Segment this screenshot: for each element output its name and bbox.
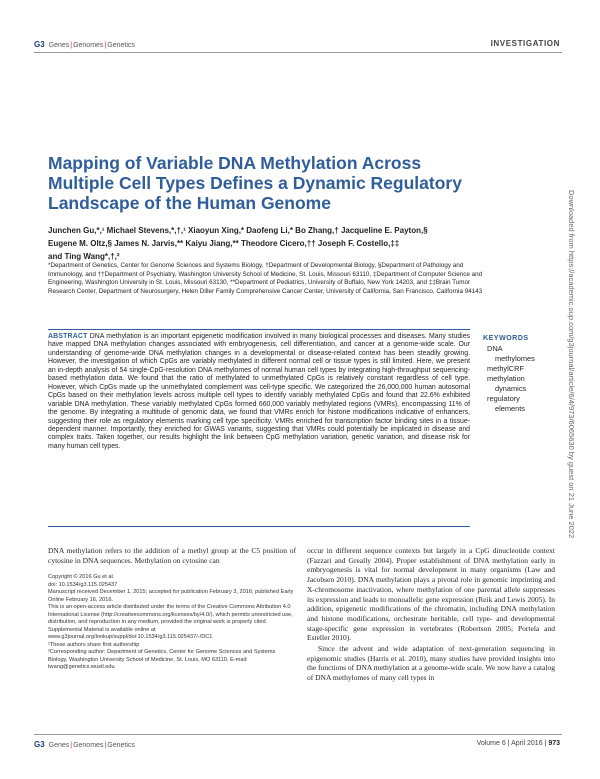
journal-section-genetics: Genetics [107, 42, 135, 49]
body-paragraph: occur in different sequence contexts but largely in a CpG dinucleotide context (Fazzari and Greally 2004). Proper establishment of DNA methylation early in embryogenesis is vital for normal development in many organisms (Law and Jacobsen 2010). DNA methylation plays a pivotal role in genomic imprinting and X-chromosome inactivation, where methylation of one parental allele suppresses its expression and leads to monoallelic gene expression (Reik and Lewis 2005). In addition, epigenetic modifications of the chromatin, including DNA methylation and histone modifications, orchestrate heritable, cell type- and developmental stage-specific gene expression in vertebrates (Robertson 2005; Portela and Esteller 2010). [307, 546, 555, 643]
keyword-item: methylCRF [487, 364, 524, 373]
keywords-box [483, 333, 563, 414]
journal-section-genomes: Genomes [73, 42, 104, 49]
footer-divider [34, 734, 562, 735]
license-note: This is an open-access article distributed under the terms of the Creative Commons Attribution 4.0 International License (http://creativecommons.org/licenses/by/4.0/), which permits unrestricted use, distribution, and reproduction in any medium, provided the original work is properly cited. [48, 604, 293, 625]
section-label: INVESTIGATION [490, 39, 560, 48]
volume-date: Volume 6 | April 2016 | [476, 740, 547, 747]
page-number: 973 [548, 740, 560, 747]
manuscript-dates-note: Manuscript received December 1, 2015; accepted for publication February 3, 2016; published Early Online February 16, 2016. [48, 589, 294, 603]
keyword-item: methylation [487, 374, 525, 383]
corresponding-author-note: ²Corresponding author: Department of Genetics, Center for Genome Sciences and Systems Biology, Washington University School of Medicine, St. Louis, MO 63110. E-mail: twang@genetics.wustl.edu [48, 649, 276, 670]
body-paragraph: Since the advent and wide adaptation of next-generation sequencing in epigenomic studies (Harris et al. 2010), many studies have provided insights into the functions of DNA methylation at a genome-wide scale. We now have a catalog of DNA methylomes of many cell types in [307, 644, 555, 683]
header-divider [34, 52, 562, 53]
keyword-item: methylomes [495, 354, 535, 363]
abstract-top-rule [48, 329, 470, 330]
journal-section-genes: Genes [48, 42, 70, 49]
download-watermark: Downloaded from https://academic.oup.com/g3journal/article/6/4/973/6065630 by guest on 21 June 2022 [567, 190, 576, 539]
supplemental-note: Supplemental Material is available online at www.g3journal.org/lookup/suppl/doi:10.1534/g3.115.025437/-/DC1 [48, 626, 213, 640]
keywords-heading: KEYWORDS [483, 333, 529, 342]
keyword-item: DNA [487, 344, 503, 353]
abstract-heading: ABSTRACT [48, 333, 88, 340]
abstract-text: DNA methylation is an important epigenetic modification involved in many biological processes and diseases. Many studies have mapped DNA methylation changes associated with embryogenesis, cell differentiation, and cancer at a genome-wide scale. Our understanding of genome-wide DNA methylation changes in a developmental or disease-related context has been steadily growing. However, the investigation of which CpGs are variably methylated in different normal cell or tissue types is still limited. Here, we present an in-depth analysis of 54 single-CpG-resolution DNA methylomes of normal human cell types by integrating high-throughput sequencing-based methylation data. We found that the ratio of methylated to unmethylated CpGs is relatively constant regardless of cell type. However, which CpGs made up the unmethylated complement was cell-type specific. We categorized the 26,000,000 human autosomal CpGs based on their methylation levels across multiple cell types to identify variably methylated CpGs and found that 22.6% exhibited variable DNA methylation. These variably methylated CpGs formed 660,000 variably methylated regions (VMRs), encompassing 11% of the genome. By integrating a multitude of genomic data, we found that VMRs enrich for histone modifications indicative of enhancers, suggesting their role as regulatory elements marking cell type specificity. VMRs enriched for transcription factor binding sites in a tissue-dependent manner. Importantly, they enriched for GWAS variants, suggesting that VMRs could potentially be implicated in disease and complex traits. Taken together, our results highlight the link between CpG methylation variation, genetic variation, and disease risk for many human cell types. [48, 333, 470, 450]
author-list [48, 224, 488, 263]
keyword-item: regulatory [487, 394, 520, 403]
doi-note: doi: 10.1534/g3.115.025437 [48, 581, 118, 588]
author-line: Eugene M. Oltz,§ James N. Jarvis,** Kaiyu Jiang,** Theodore Cicero,†† Joseph F. Costello,‡‡ [48, 239, 400, 248]
g3-logo-mark: G3 [34, 40, 45, 49]
copyright-note: Copyright © 2016 Gu et al. [48, 574, 115, 580]
affiliations: *Department of Genetics, Center for Genome Sciences and Systems Biology, †Department of Developmental Biology, §Department of Pathology and Immunology, and ††Department of Psychiatry, Washington University School of Medicine, St. Louis, Missouri 63110, ‡Department of Computer Science and Engineering, Washington University in St. Louis, Missouri 63130, **Department of Pediatrics, University of Buffalo, New York 14203, and ‡‡Brain Tumor Research Center, Department of Neurosurgery, Helen Diller Family Comprehensive Cancer Center, University of California, San Francisco, California 94143 [48, 262, 483, 295]
journal-logo: G3 Genes|Genomes|Genetics [34, 40, 135, 49]
author-line: Junchen Gu,*,¹ Michael Stevens,*,†,¹ Xiaoyun Xing,* Daofeng Li,* Bo Zhang,† Jacqueline E. Payton,§ [48, 226, 428, 235]
journal-section-genetics: Genetics [107, 742, 135, 749]
abstract [48, 333, 470, 451]
article-notes [48, 574, 296, 672]
journal-section-genes: Genes [48, 742, 70, 749]
intro-paragraph: DNA methylation refers to the addition of a methyl group at the C5 position of cytosine in DNA sequences. Methylation on cytosine can [48, 546, 296, 565]
g3-logo-mark: G3 [34, 740, 45, 749]
abstract-bottom-rule [48, 526, 470, 527]
first-author-note: ¹These authors share first authorship [48, 641, 140, 648]
footer-journal-logo: G3 Genes|Genomes|Genetics [34, 740, 135, 749]
article-title: Mapping of Variable DNA Methylation Across Multiple Cell Types Defines a Dynamic Regulatory Landscape of the Human Genome [48, 153, 462, 213]
author-line: and Ting Wang*,†,² [48, 252, 120, 261]
keyword-item: dynamics [495, 384, 527, 393]
footer-citation [477, 740, 560, 747]
body-column-2 [307, 546, 555, 683]
keyword-item: elements [495, 404, 525, 413]
journal-section-genomes: Genomes [73, 742, 104, 749]
